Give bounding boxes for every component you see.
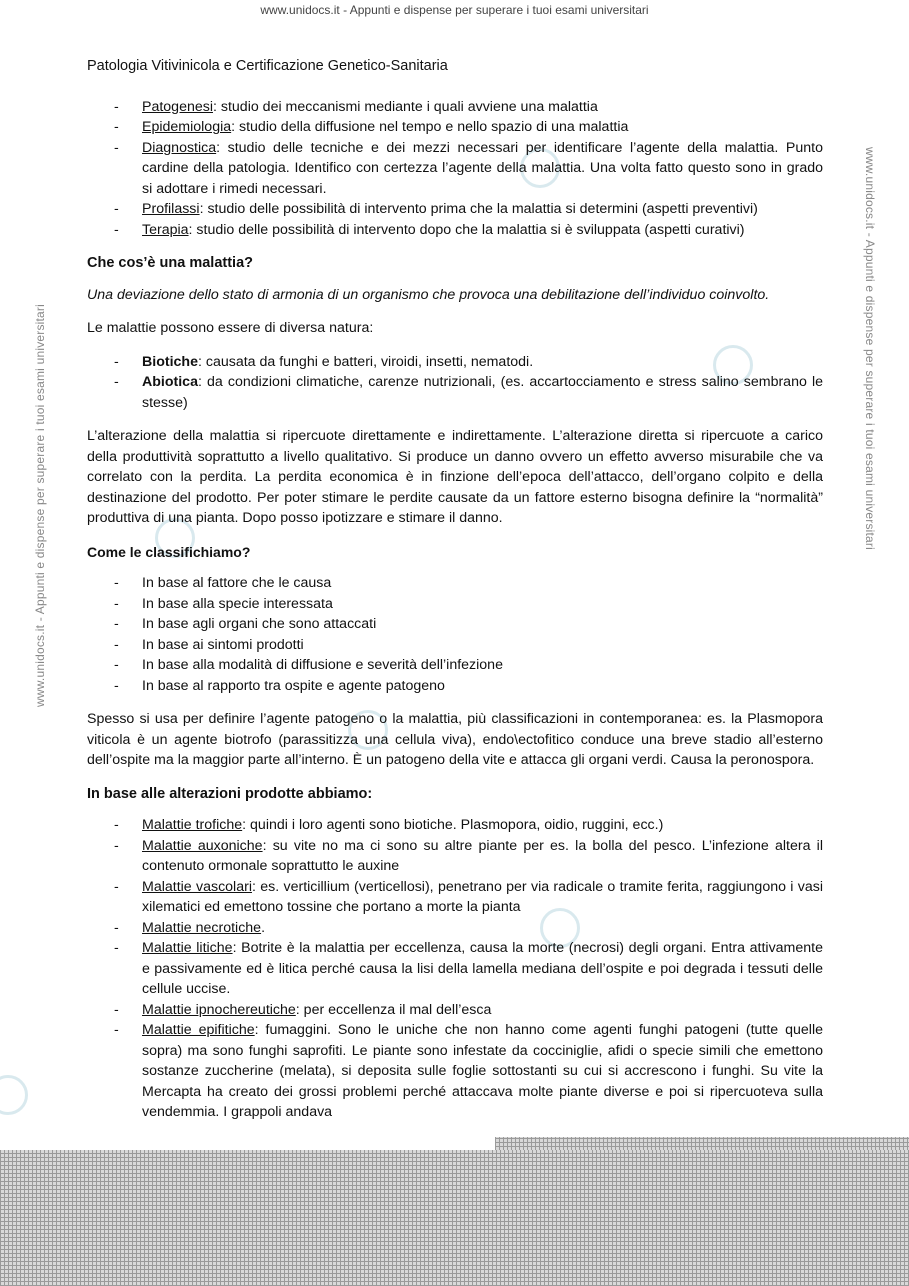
term: Epidemiologia [142,119,232,135]
term: Malattie auxoniche [142,837,263,854]
term: Terapia [142,221,189,238]
definition: : fumaggini. Sono le uniche che non hanno come agenti funghi patogeni (tutte quelle sopra) ma sono funghi saprofiti. Le piante sono infestate da cocciniglie, afidi o specie simili che emettono sostanze zuccherine (melata), si deposita sulle foglie sottostanti su cui si accrescono i funghi. Su vite la Mercapta ha creato dei grossi problemi perché attaccava molte piante diverse e poi si ripercuoteva sulla vendemmia. I grappoli andava [142,1022,823,1120]
list-item [87,815,823,836]
heading-classifichiamo: Come le classifichiamo? [87,543,251,560]
preview-cutoff-overlay-step [495,1137,909,1151]
definition: : Botrite è la malattia per eccellenza, causa la morte (necrosi) degli organi. Entra attivamente e passivamente ed è litica perché causa la lisi della lamella mediana dell’ospite e poi degrada i tessuti delle cellule uccise. [142,940,823,997]
definition: . [261,919,266,936]
classification-list [87,573,823,696]
list-item [87,1000,823,1021]
definition: : su vite no ma ci sono su altre piante per es. la bolla del pesco. L’infezione altera il contenuto ormonale soprattutto le auxine [142,837,823,874]
term: Malattie litiche [142,940,233,956]
alterazioni-list [87,815,823,1123]
definition: : quindi i loro agenti sono biotiche. Plasmopora, oidio, ruggini, ecc.) [242,817,664,833]
term: Patogenesi [142,98,213,115]
definition: : studio delle tecniche e dei mezzi necessari per identificare l’agente della malattia. Punto cardine della patologia. Identifico con certezza l’agente della malattia. Una volta fatto questo sono in grado si adottare i rimedi necessari. [142,139,823,197]
term: Malattie necrotiche [142,919,262,936]
term: Biotiche [142,353,198,370]
list-item [87,836,823,877]
term: Profilassi [142,201,200,217]
term: Malattie epifitiche [142,1022,255,1038]
natura-list [87,352,823,414]
natura-intro: Le malattie possono essere di diversa natura: [87,320,374,336]
definition: : es. verticillium (verticellosi), penetrano per via radicale o tramite ferita, raggiungono i vasi xilematici ed emettono tossine che portano a morte la pianta [142,878,824,915]
definition: : studio delle possibilità di intervento prima che la malattia si determini (aspetti preventivi) [199,201,758,217]
list-item: - In base alla specie interessata [87,594,823,615]
definition: : causata da funghi e batteri, viroidi, insetti, nematodi. [197,353,534,370]
heading-alterazioni: In base alle alterazioni prodotte abbiamo: [87,785,373,802]
right-side-watermark: www.unidocs.it - Appunti e dispense per superare i tuoi esami universitari [863,147,877,550]
document-title: Patologia Vitivinicola e Certificazione Genetico-Sanitaria [87,58,448,74]
left-side-watermark: www.unidocs.it - Appunti e dispense per superare i tuoi esami universitari [33,304,47,707]
list-item [87,938,823,1000]
list-item [87,117,823,138]
heading-malattia: Che cos’è una malattia? [87,255,253,271]
list-item [87,877,823,918]
list-item [87,220,823,241]
spesso-paragraph: Spesso si usa per definire l’agente patogeno o la malattia, più classificazioni in contemporanea: es. la Plasmopora viticola è un agente biotrofo (parassitizza una cellula viva), endo\ectofitico conduce una breve stadio all’esterno dell’ospite ma la maggior parte all’interno. È un patogeno della vite e attacca gli organi verdi. Causa la peronospora. [87,711,823,768]
document-body [87,56,823,1136]
term: Diagnostica [142,139,217,156]
term: Malattie trofiche [142,817,243,833]
list-item [87,352,823,373]
list-item [87,199,823,220]
watermark-logo-icon [0,1075,28,1115]
definition: : studio dei meccanismi mediante i quali avviene una malattia [213,98,598,115]
list-item: - In base agli organi che sono attaccati [87,614,823,635]
list-item: - In base alla modalità di diffusione e severità dell’infezione [87,655,823,676]
list-item [87,1020,823,1123]
preview-cutoff-overlay [0,1150,909,1286]
list-item [87,372,823,413]
definition: : da condizioni climatiche, carenze nutrizionali, (es. accartocciamento e stress salino sembrano le stesse) [142,374,823,411]
list-item: - In base ai sintomi prodotti [87,635,823,656]
term: Abiotica [142,374,198,390]
list-item: - In base al rapporto tra ospite e agente patogeno [87,676,823,697]
list-item: - In base al fattore che le causa [87,573,823,594]
definition: : studio delle possibilità di intervento dopo che la malattia si è sviluppata (aspetti curativi) [188,221,745,238]
list-item [87,97,823,118]
intro-definitions-list [87,97,823,241]
definition: : studio della diffusione nel tempo e nello spazio di una malattia [231,119,629,135]
definition-paragraph: Una deviazione dello stato di armonia di un organismo che provoca una debilitazione dell’individuo coinvolto. [87,286,770,303]
term: Malattie vascolari [142,878,252,895]
list-item [87,918,823,939]
page-header-watermark: www.unidocs.it - Appunti e dispense per superare i tuoi esami universitari [260,3,649,17]
definition: : per eccellenza il mal dell’esca [295,1001,492,1018]
term: Malattie ipnochereutiche [142,1001,296,1018]
alterazione-paragraph: L’alterazione della malattia si ripercuote direttamente e indirettamente. L’alterazione diretta si ripercuote a carico della produttività soprattutto a livello qualitativo. Si produce un danno ovvero un effetto avverso misurabile che va correlato con la perdita. La perdita economica è in finzione dell’epoca dell’attacco, dell’organo colpito e della destinazione del prodotto. Per poter stimare le perdite causate da un fattore esterno bisogna definire la “normalità” produttiva di una pianta. Dopo posso ipotizzare e stimare il danno. [87,428,823,526]
list-item [87,138,823,200]
